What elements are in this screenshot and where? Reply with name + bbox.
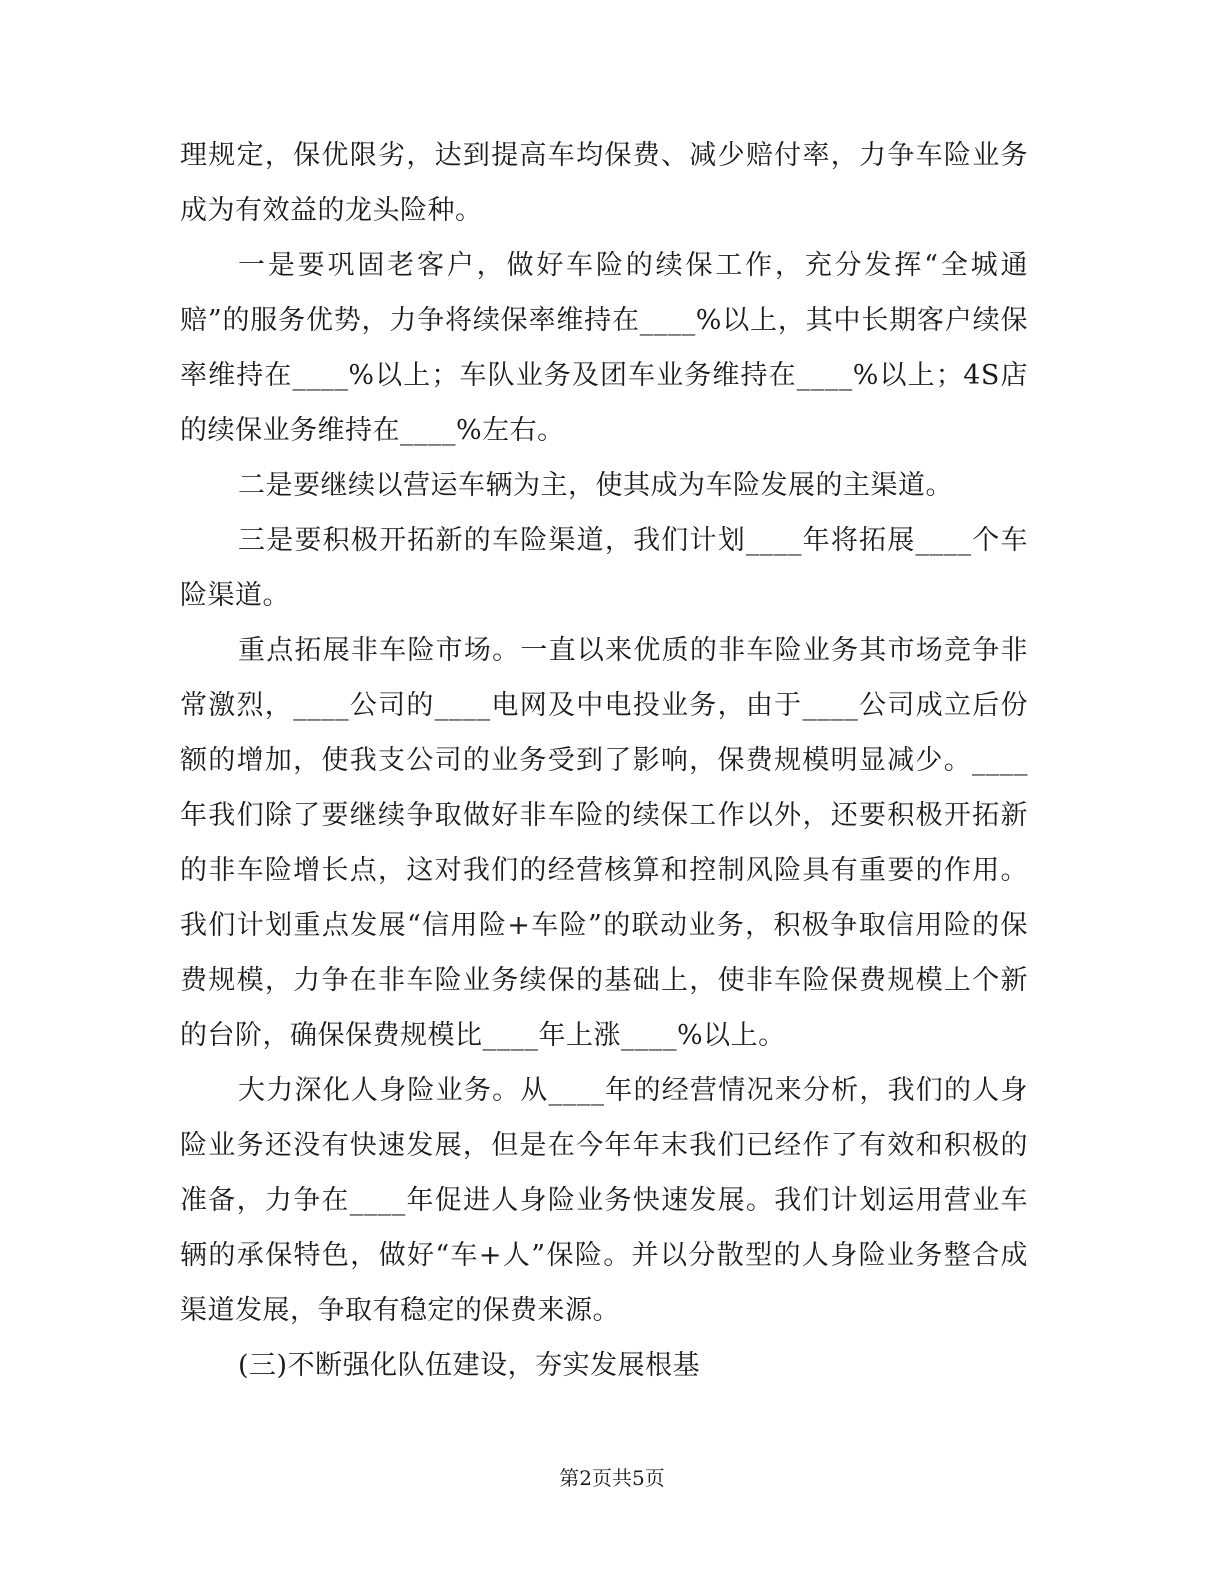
paragraph-life-insurance: 大力深化人身险业务。从____年的经营情况来分析，我们的人身险业务还没有快速发展，但是在今年年末我们已经作了有效和积极的准备，力争在____年促进人身险业务快速发展。我们计划运用营业车辆的承保特色，做好“车+人”保险。并以分散型的人身险业务整合成渠道发展，争取有稳定的保费来源。 — [180, 1075, 1028, 1326]
document-body — [180, 128, 1028, 1393]
paragraph-operating-vehicles: 二是要继续以营运车辆为主，使其成为车险发展的主渠道。 — [238, 470, 953, 501]
section-heading: (三)不断强化队伍建设，夯实发展根基 — [238, 1350, 701, 1381]
paragraph-continuation: 理规定，保优限劣，达到提高车均保费、减少赔付率，力争车险业务成为有效益的龙头险种。 — [180, 140, 1028, 226]
paragraph-renewal: 一是要巩固老客户，做好车险的续保工作，充分发挥“全城通赔”的服务优势，力争将续保率维持在____%以上，其中长期客户续保率维持在____%以上；车队业务及团车业务维持在____%以上；4S店的续保业务维持在____%左右。 — [180, 250, 1028, 446]
paragraph-new-channels: 三是要积极开拓新的车险渠道，我们计划____年将拓展____个车险渠道。 — [180, 525, 1028, 611]
page-number: 第2页共5页 — [559, 1466, 665, 1490]
paragraph-non-auto-market: 重点拓展非车险市场。一直以来优质的非车险业务其市场竞争非常激烈，____公司的____电网及中电投业务，由于____公司成立后份额的增加，使我支公司的业务受到了影响，保费规模明显减少。____年我们除了要继续争取做好非车险的续保工作以外，还要积极开拓新的非车险增长点，这对我们的经营核算和控制风险具有重要的作用。我们计划重点发展“信用险+车险”的联动业务，积极争取信用险的保费规模，力争在非车险业务续保的基础上，使非车险保费规模上个新的台阶，确保保费规模比____年上涨____%以上。 — [180, 635, 1028, 1051]
